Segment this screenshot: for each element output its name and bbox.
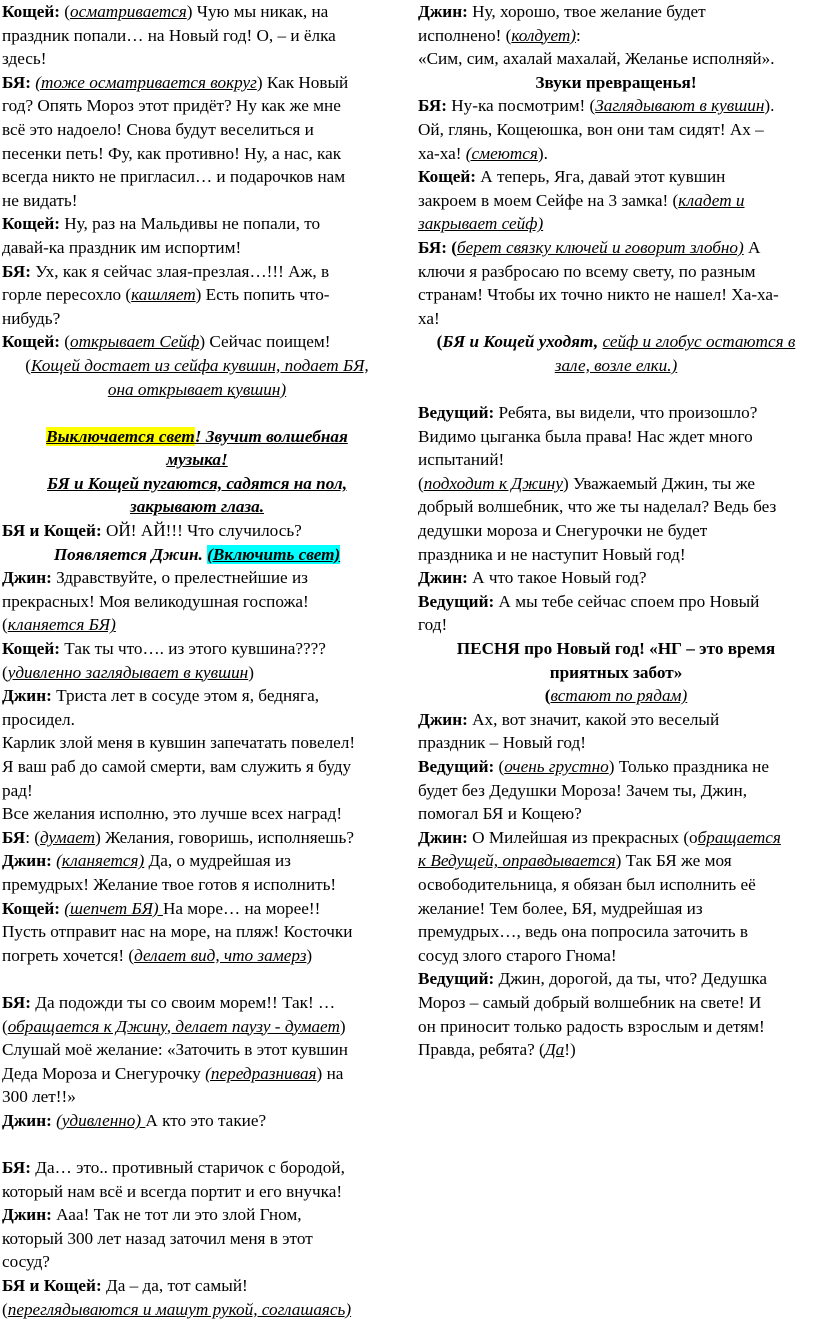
script-line [2,731,392,755]
script-line [418,1015,814,1039]
script-line [2,543,392,567]
line-text: На море… на морее!! [162,898,321,918]
line-text: ( [418,473,424,493]
script-line [2,1038,392,1062]
script-line [2,307,392,331]
speaker-name: Джин: [418,827,473,847]
script-line [418,212,814,236]
speaker-name: БЯ: [2,261,36,281]
script-line [2,802,392,826]
stage-direction: (удивленно) [56,1110,146,1130]
speaker-name: Джин: [2,1110,57,1130]
stage-direction: встают по рядам) [550,686,688,706]
line-text: нибудь? [2,308,61,328]
speaker-name: Кощей: [2,214,65,234]
script-line [418,779,814,803]
stage-direction: сейф и глобус остаются в [602,332,796,352]
script-line [418,307,814,331]
line-text: ОЙ! АЙ!!! Что случилось? [105,521,302,541]
script-line [2,425,392,449]
line-text: Ух, как я сейчас злая-презлая…!!! Аж, в [35,261,330,281]
line-text: Ну, хорошо, твое желание будет [472,2,706,21]
script-line [418,543,814,567]
line-text: Видимо цыганка была права! Нас ждет много [418,426,753,446]
script-line [2,897,392,921]
emphasized-text: ПЕСНЯ про Новый год! «НГ – это время [456,639,776,659]
script-line [418,755,814,779]
script-line [418,401,814,425]
script-line [2,212,392,236]
script-line [418,165,814,189]
script-line [2,1015,392,1039]
speaker-name: Ведущий: [418,757,499,776]
script-line [2,260,392,284]
line-text: год? Опять Мороз этот придёт? Ну как же мне [2,96,341,116]
line-text: Ну-ка посмотрим! ( [451,96,596,116]
stage-direction: обращается к Джину, делает паузу - думает [7,1016,340,1036]
emphasized-text: ! Звучит волшебная [194,426,348,446]
emphasized-text: БЯ и Кощей пугаются, садятся на пол, [46,473,347,493]
line-text: ( [25,355,31,375]
line-text: дедушки мороза и Снегурочки не будет [418,521,708,541]
script-line [2,1156,392,1180]
line-text: ) Желания, говоришь, исполняешь? [95,827,355,847]
stage-direction: (передразнивая [205,1063,317,1083]
script-line [2,873,392,897]
script-line [418,849,814,873]
line-text: исполнено! ( [418,25,512,45]
script-line [2,354,392,378]
speaker-name: БЯ [2,827,26,847]
script-line [2,330,392,354]
line-text: Триста лет в сосуде этом я, бедняга, [56,686,320,706]
script-line [418,448,814,472]
line-text: просидел. [2,709,75,729]
line-text: премудрых…, ведь она попросила заточить в [418,922,749,942]
speaker-name: БЯ и Кощей: [2,521,106,541]
script-line [2,826,392,850]
line-text: ) Как Новый [256,72,349,92]
emphasized-text: музыка! [166,450,228,470]
line-text: Я ваш раб до самой смерти, вам служить я буду [2,757,352,776]
line-text: Деда Мороза и Снегурочку [2,1063,206,1083]
line-text: ха-ха! [418,143,466,163]
line-text: давай-ка праздник им испортим! [2,237,242,257]
line-text: Все желания исполню, это лучше всех наград! [2,804,343,824]
line-text: ( [498,757,505,776]
line-text: А что такое Новый год? [472,568,647,588]
script-line [418,142,814,166]
line-text: праздника и не наступит Новый год! [418,544,686,564]
stage-direction: подходит к Джину [423,473,563,493]
speaker-name: Кощей: [2,2,65,21]
line-text: желание! Тем более, БЯ, мудрейшая из [418,898,703,918]
speaker-name: Джин: [418,2,473,21]
script-line [418,118,814,142]
line-text: : ( [25,827,41,847]
line-text: ) на [316,1063,344,1083]
script-line [418,731,814,755]
speaker-name: Джин: [2,1205,57,1225]
script-line [2,991,392,1015]
line-text: рад! [2,780,33,800]
script-line [418,47,814,71]
stage-direction: Да [544,1040,565,1060]
script-line [418,708,814,732]
line-text: не видать! [2,190,78,210]
line-text: горле пересохло ( [2,285,132,305]
script-line [2,637,392,661]
line-text: ) [339,1016,346,1036]
line-text: всё это надоело! Снова будут веселиться и [2,119,314,139]
line-text: Да подожди ты со своим морем!! Так! … [35,992,336,1012]
script-line [2,165,392,189]
line-text: : [576,25,581,45]
line-text: Да… это.. противный старичок с бородой, [35,1158,345,1178]
script-line [2,236,392,260]
line-text: ключи я разбросаю по всему свету, по разным [418,261,756,281]
highlighted-stage-cue: (Включить свет) [207,544,341,564]
script-line [2,779,392,803]
stage-direction: Кощей достает из сейфа кувшин, подает БЯ, [30,355,369,375]
script-line [2,1298,392,1321]
line-text: сосуд? [2,1252,50,1272]
line-text: погреть хочется! ( [2,945,135,965]
line-text: Слушай моё желание: «Заточить в этот кувшин [2,1040,348,1060]
stage-direction: очень грустно [504,757,609,776]
script-line [418,684,814,708]
speaker-name: Кощей: [2,332,65,352]
script-line [2,1180,392,1204]
stage-direction: переглядываются и машут рукой, соглашаясь) [7,1299,352,1319]
emphasized-text: Звуки превращенья! [535,72,697,92]
script-line [418,661,814,685]
stage-direction: открывает Сейф [70,332,200,352]
script-line [418,1038,814,1062]
line-text: ) [306,945,313,965]
line-text: который 300 лет назад заточил меня в этот [2,1228,313,1248]
script-line [2,519,392,543]
stage-direction: берет связку ключей и говорит злобно) [456,237,744,257]
line-text: испытаний! [418,450,505,470]
line-text: Ааа! Так не тот ли это злой Гном, [56,1205,302,1225]
line-text: ) Уважаемый Джин, ты же [562,473,756,493]
line-text: Ой, глянь, Кощеюшка, вон они там сидят! Ах – [418,119,764,139]
stage-direction: удивленно заглядывает в кувшин [7,662,249,682]
script-line [418,967,814,991]
emphasized-text: приятных забот» [549,662,683,682]
script-line [2,118,392,142]
line-text: ) Сейчас поищем! [199,332,331,352]
right-text-column [418,0,814,1062]
stage-direction: (кланяется) [56,851,145,871]
line-text: О Милейшая из прекрасных (о [472,827,698,847]
highlighted-stage-cue: Выключается свет [46,426,195,446]
speaker-name: Кощей: [2,639,65,659]
script-line [2,755,392,779]
script-line [418,991,814,1015]
line-text: ( [2,1299,8,1319]
speaker-name: Ведущий: [418,969,499,989]
script-line [418,425,814,449]
line-text: Правда, ребята? ( [418,1040,545,1060]
script-line [418,873,814,897]
line-text: ) Только праздника не [608,757,769,776]
emphasized-text: Появляется Джин. [53,544,208,564]
speaker-name: Кощей: [418,167,481,187]
script-line [2,1109,392,1133]
stage-direction: (тоже осматривается вокруг [35,72,257,92]
line-text: ) Так БЯ же моя [615,851,732,871]
speaker-name: Джин: [2,568,57,588]
stage-direction: кланяется БЯ) [7,615,116,635]
script-line [2,566,392,590]
script-line [2,661,392,685]
script-line [418,613,814,637]
line-text: А кто это такие? [145,1110,267,1130]
script-line [418,590,814,614]
line-text: Джин, дорогой, да ты, что? Дедушка [498,969,768,989]
line-text: всегда никто не пригласил… и подарочков нам [2,167,346,187]
emphasized-text: закрывают глаза. [129,497,265,517]
line-text: сосуд злого старого Гнома! [418,945,617,965]
speaker-name: Джин: [418,568,473,588]
stage-direction: закрывает сейф) [418,214,544,234]
line-text: ( [64,332,70,352]
speaker-name: БЯ и Кощей: [2,1276,106,1296]
line-text: А [743,237,761,257]
emphasized-text: ( [436,332,443,352]
script-line [418,71,814,95]
line-text: праздник попали… на Новый год! О, – и ёлка [2,25,336,45]
stage-direction: (смеются [465,143,538,163]
script-line [418,944,814,968]
speaker-name: БЯ: [2,992,36,1012]
line-text: странам! Чтобы их точно никто не нашел! Ха-ха- [418,285,779,305]
script-line [2,613,392,637]
script-line [2,944,392,968]
stage-direction: (шепчет БЯ) [64,898,163,918]
line-text: ( [2,1016,8,1036]
script-line [2,24,392,48]
line-text: добрый волшебник, что же ты наделал? Ведь без [418,497,777,517]
line-text: ( [2,615,8,635]
script-line [418,236,814,260]
blank-line [2,401,392,425]
stage-direction: думает [40,827,96,847]
line-text: Так ты что…. из этого кувшина???? [64,639,326,659]
script-line [418,802,814,826]
script-line [418,354,814,378]
stage-direction: осматривается [70,2,187,21]
line-text: праздник – Новый год! [418,733,586,753]
line-text: Карлик злой меня в кувшин запечатать повелел! [2,733,356,753]
script-line [418,0,814,24]
line-text: год! [418,615,448,635]
script-line [418,472,814,496]
line-text: здесь! [2,49,47,69]
line-text: помогал БЯ и Кощею? [418,804,582,824]
script-line [2,71,392,95]
script-line [418,260,814,284]
line-text: прекрасных! Моя великодушная госпожа! [2,591,309,611]
script-line [2,283,392,307]
script-line [418,283,814,307]
script-line [2,495,392,519]
stage-direction: она открывает кувшин) [107,379,287,399]
line-text: освободительница, я обязан был исполнить её [418,874,756,894]
script-line [418,330,814,354]
line-text: ). [764,96,775,116]
speaker-name: Джин: [2,851,57,871]
line-text: Ах, вот значит, какой это веселый [472,709,720,729]
script-line [2,684,392,708]
stage-direction: бращается [697,827,781,847]
line-text: ( [2,662,8,682]
stage-direction: кашляет [131,285,196,305]
speaker-name: Джин: [2,686,57,706]
line-text: ) Чую мы никак, на [186,2,329,21]
stage-direction: кладет и [678,190,745,210]
script-line [2,1062,392,1086]
line-text: Да, о мудрейшая из [144,851,291,871]
script-line [2,378,392,402]
line-text: Ну, раз на Мальдивы не попали, то [64,214,321,234]
script-line [2,189,392,213]
script-line [2,1274,392,1298]
line-text: Да – да, тот самый! [105,1276,248,1296]
line-text: песенки петь! Фу, как противно! Ну, а нас, как [2,143,342,163]
line-text: !) [564,1040,576,1060]
line-text: который нам всё и всегда портит и его внучка! [2,1181,343,1201]
script-line [2,1250,392,1274]
stage-direction: Заглядывают в кувшин [595,96,765,116]
script-line [2,448,392,472]
stage-direction: колдует) [511,25,577,45]
blank-line [2,967,392,991]
script-line [418,920,814,944]
script-line [418,189,814,213]
script-line [418,24,814,48]
line-text: А мы тебе сейчас споем про Новый [498,591,760,611]
line-text: Мороз – самый добрый волшебник на свете! И [418,992,762,1012]
line-text: закроем в моем Сейфе на 3 замка! ( [418,190,679,210]
stage-direction: зале, возле елки.) [554,355,678,375]
script-line [418,495,814,519]
line-text: «Сим, сим, ахалай махалай, Желанье исполняй». [418,49,775,69]
blank-line [418,378,814,402]
speaker-name: Ведущий: [418,403,499,423]
script-line [2,708,392,732]
speaker-name: Ведущий: [418,591,499,611]
line-text: 300 лет!!» [2,1087,76,1107]
speaker-name: БЯ: [2,72,36,92]
speaker-name: БЯ: [418,237,452,257]
emphasized-text: ( [544,686,551,706]
speaker-name: Кощей: [2,898,65,918]
script-line [418,826,814,850]
script-line [2,0,392,24]
script-line [2,920,392,944]
script-line [2,849,392,873]
line-text: ). [537,143,548,163]
line-text: Пусть отправит нас на море, на пляж! Косточки [2,922,353,942]
script-line [418,637,814,661]
script-line [418,519,814,543]
script-line [2,1227,392,1251]
blank-line [2,1133,392,1157]
line-text: ) Есть попить что- [195,285,330,305]
script-line [418,94,814,118]
script-line [418,566,814,590]
script-line [2,47,392,71]
line-text: Ребята, вы видели, что произошло? [498,403,758,423]
left-text-column [2,0,392,1321]
line-text: он приносит только радость взрослым и детям! [418,1016,765,1036]
line-text: ) [248,662,254,682]
emphasized-text: ( [451,237,457,257]
line-text: ха! [418,308,440,328]
script-line [2,142,392,166]
script-line [2,1085,392,1109]
speaker-name: БЯ: [2,1158,36,1178]
line-text: премудрых! Желание твое готов я исполнить! [2,874,337,894]
script-line [2,472,392,496]
script-line [2,94,392,118]
line-text: будет без Дедушки Мороза! Зачем ты, Джин, [418,780,747,800]
speaker-name: БЯ: [418,96,452,116]
speaker-name: Джин: [418,709,473,729]
stage-direction: делает вид, что замерз [134,945,307,965]
stage-direction: к Ведущей, оправдывается [418,851,616,871]
script-line [2,590,392,614]
line-text: Здравствуйте, о прелестнейшие из [56,568,308,588]
line-text: ( [64,2,70,21]
script-line [418,897,814,921]
line-text: А теперь, Яга, давай этот кувшин [480,167,726,187]
emphasized-text: БЯ и Кощей уходят, [442,332,603,352]
